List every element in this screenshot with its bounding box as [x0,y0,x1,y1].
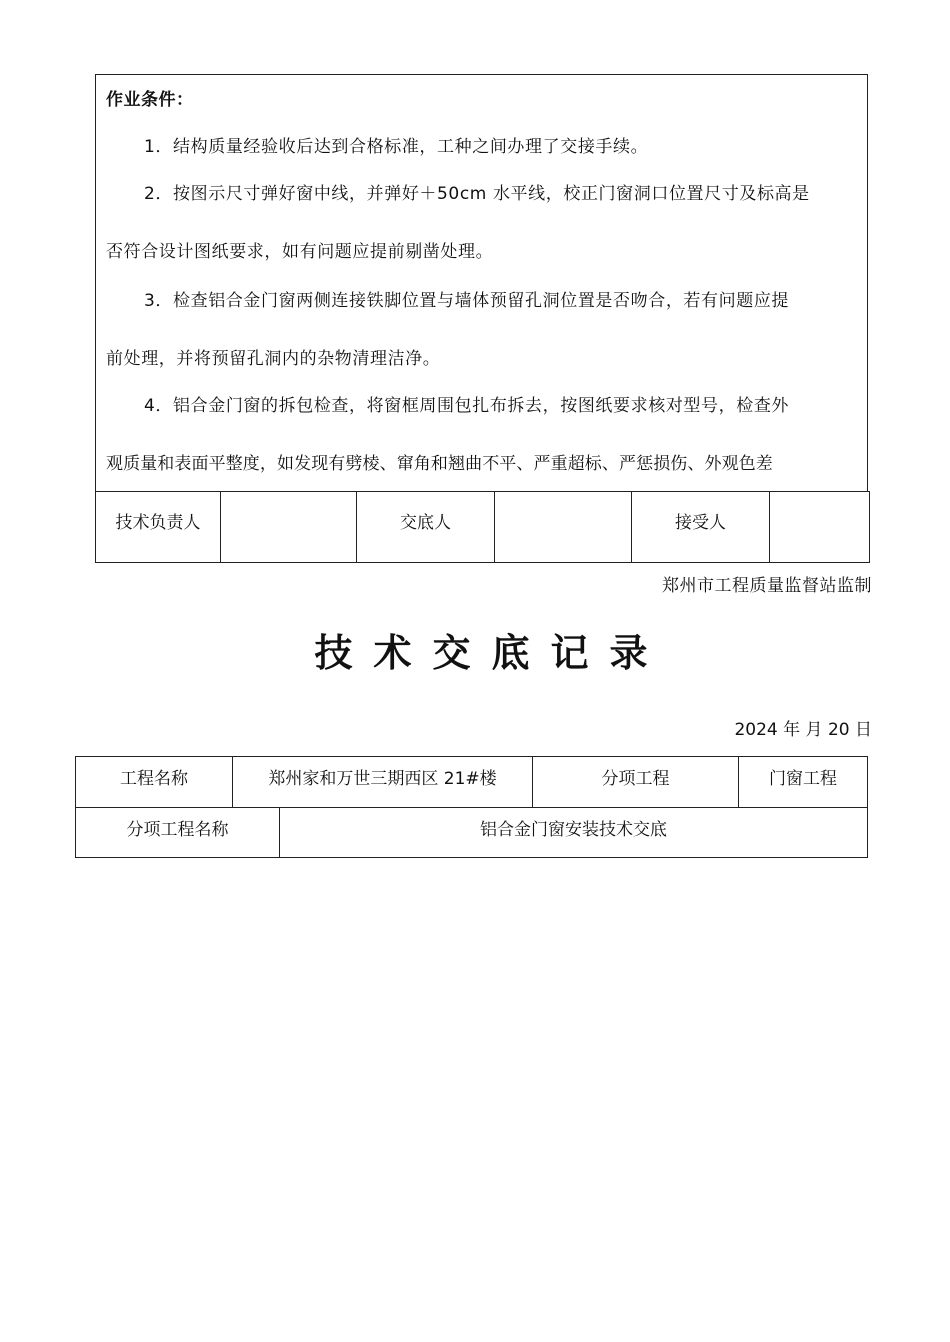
work-conditions-heading: 作业条件： [106,90,194,110]
condition-item-4: 4．铝合金门窗的拆包检查，将窗框周围包扎布拆去，按图纸要求核对型号，检查外 [144,396,790,416]
receiver-field[interactable] [770,492,870,563]
condition-item-3-cont: 前处理，并将预留孔洞内的杂物清理洁净。 [106,349,441,369]
project-name-value: 郑州家和万世三期西区 21#楼 [233,757,533,808]
receiver-label: 接受人 [632,492,770,563]
project-name-label: 工程名称 [76,757,233,808]
briefer-label: 交底人 [357,492,495,563]
condition-item-3: 3．检查铝合金门窗两侧连接铁脚位置与墙体预留孔洞位置是否吻合，若有问题应提 [144,291,790,311]
condition-item-2-cont: 否符合设计图纸要求，如有问题应提前剔凿处理。 [106,242,494,262]
condition-item-4-cont: 观质量和表面平整度，如发现有劈棱、窜角和翘曲不平、严重超标、严惩损伤、外观色差 [106,454,773,474]
subitem-value: 门窗工程 [739,757,868,808]
tech-lead-label: 技术负责人 [96,492,221,563]
record-date: 2024 年 月 20 日 [734,720,872,740]
briefer-field[interactable] [495,492,632,563]
signature-table [95,491,870,563]
subitem-name-row [76,807,868,858]
subitem-name-value: 铝合金门窗安装技术交底 [280,807,868,858]
condition-item-1: 1．结构质量经验收后达到合格标准，工种之间办理了交接手续。 [144,137,649,157]
subitem-label: 分项工程 [533,757,739,808]
project-row [76,757,868,808]
subitem-name-label: 分项工程名称 [76,807,280,858]
supervision-note: 郑州市工程质量监督站监制 [662,576,872,596]
work-conditions-section [95,74,868,491]
condition-item-2: 2．按图示尺寸弹好窗中线，并弹好＋50cm 水平线，校正门窗洞口位置尺寸及标高是 [144,184,810,204]
signature-row [96,492,870,563]
tech-lead-field[interactable] [221,492,357,563]
page-title: 技术交底记录 [314,630,669,675]
project-info-table [75,756,868,858]
